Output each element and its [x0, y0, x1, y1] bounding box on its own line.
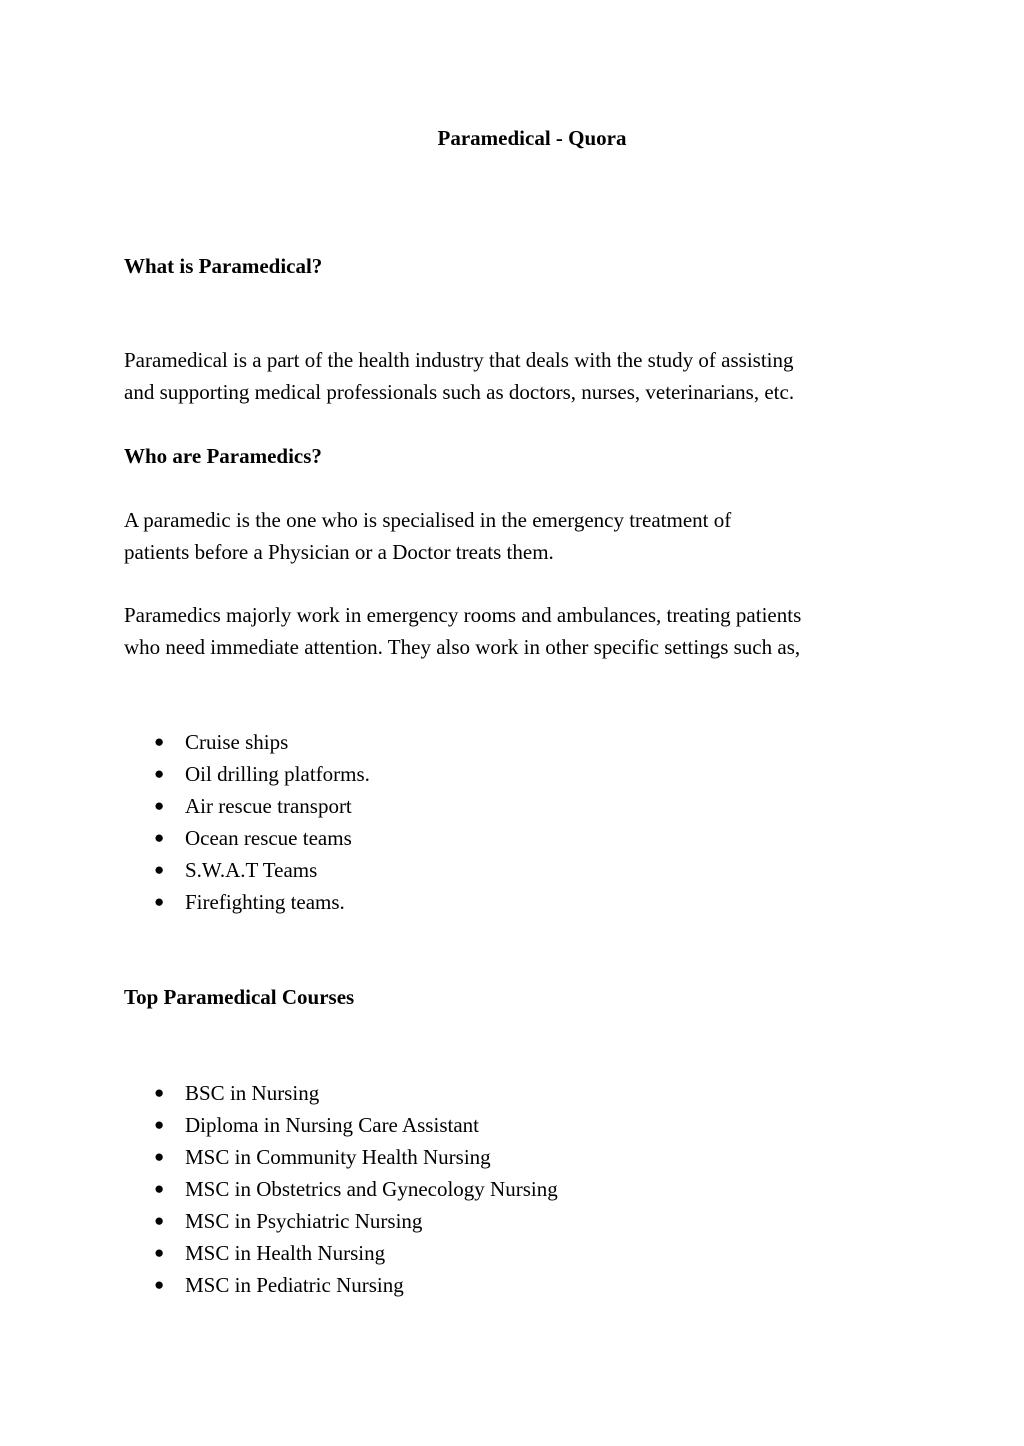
- paragraph-line: Paramedical is a part of the health industry that deals with the study of assisting: [124, 348, 794, 372]
- document-title: Paramedical - Quora: [437, 126, 627, 150]
- list-item: [124, 1173, 558, 1205]
- list-item-text: MSC in Health Nursing: [185, 1241, 386, 1265]
- bullet-icon: ●: [154, 796, 165, 815]
- list-item: [124, 1109, 558, 1141]
- list-item: [124, 1141, 558, 1173]
- list-item: [124, 726, 370, 758]
- bullet-icon: ●: [154, 732, 165, 751]
- bullet-icon: ●: [154, 1275, 165, 1294]
- heading-what-is-paramedical: What is Paramedical?: [124, 254, 323, 278]
- list-item-text: MSC in Obstetrics and Gynecology Nursing: [185, 1177, 558, 1201]
- bullet-icon: ●: [154, 1179, 165, 1198]
- paragraph-paramedic-work: [124, 599, 924, 663]
- list-item-text: Air rescue transport: [185, 794, 352, 818]
- list-item-text: Cruise ships: [185, 730, 289, 754]
- list-item-text: Oil drilling platforms.: [185, 762, 370, 786]
- list-item-text: Ocean rescue teams: [185, 826, 352, 850]
- list-item-text: MSC in Pediatric Nursing: [185, 1273, 404, 1297]
- bullet-icon: ●: [154, 828, 165, 847]
- list-item: [124, 1237, 558, 1269]
- list-item: [124, 1205, 558, 1237]
- list-item: [124, 790, 370, 822]
- bullet-icon: ●: [154, 860, 165, 879]
- list-item: [124, 886, 370, 918]
- list-item-text: MSC in Psychiatric Nursing: [185, 1209, 423, 1233]
- paragraph-line: A paramedic is the one who is specialised in the emergency treatment of: [124, 508, 732, 532]
- bullet-icon: ●: [154, 1211, 165, 1230]
- bullet-icon: ●: [154, 1243, 165, 1262]
- bullet-icon: ●: [154, 892, 165, 911]
- bullet-icon: ●: [154, 1083, 165, 1102]
- paragraph-paramedical-definition: [124, 344, 924, 408]
- list-item-text: MSC in Community Health Nursing: [185, 1145, 491, 1169]
- heading-top-paramedical-courses: Top Paramedical Courses: [124, 985, 355, 1009]
- list-item: [124, 854, 370, 886]
- list-item-text: Diploma in Nursing Care Assistant: [185, 1113, 479, 1137]
- list-item: [124, 1077, 558, 1109]
- list-item: [124, 1269, 558, 1301]
- list-item-text: S.W.A.T Teams: [185, 858, 318, 882]
- paragraph-line: and supporting medical professionals such as doctors, nurses, veterinarians, etc.: [124, 380, 795, 404]
- paragraph-paramedic-definition: [124, 504, 924, 568]
- list-item-text: Firefighting teams.: [185, 890, 345, 914]
- paragraph-line: Paramedics majorly work in emergency rooms and ambulances, treating patients: [124, 603, 802, 627]
- list-item-text: BSC in Nursing: [185, 1081, 320, 1105]
- list-item: [124, 822, 370, 854]
- list-item: [124, 758, 370, 790]
- bullet-icon: ●: [154, 1147, 165, 1166]
- bullet-icon: ●: [154, 1115, 165, 1134]
- paragraph-line: who need immediate attention. They also work in other specific settings such as,: [124, 635, 801, 659]
- bullet-icon: ●: [154, 764, 165, 783]
- paragraph-line: patients before a Physician or a Doctor treats them.: [124, 540, 554, 564]
- heading-who-are-paramedics: Who are Paramedics?: [124, 444, 322, 468]
- settings-list: [124, 726, 370, 918]
- courses-list: [124, 1077, 558, 1301]
